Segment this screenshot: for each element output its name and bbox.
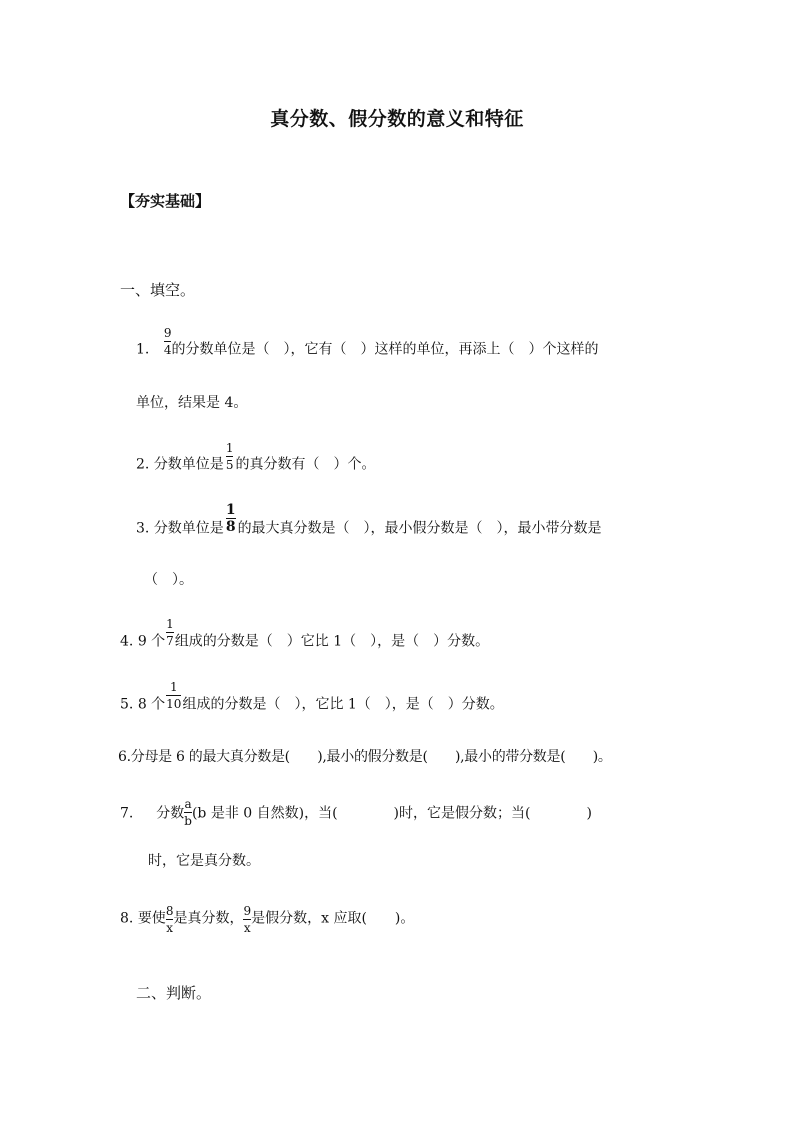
question-7-line-2: 时，它是真分数。 xyxy=(148,853,260,869)
fraction-denominator: 10 xyxy=(166,697,182,711)
page-title: 真分数、假分数的意义和特征 xyxy=(270,108,524,130)
fraction-numerator: 1 xyxy=(225,502,236,518)
question-3-line-1 xyxy=(136,502,602,544)
question-8-number: 8. xyxy=(120,910,134,927)
question-2-text-b: 的真分数有（ ）个。 xyxy=(235,456,376,473)
question-3-number: 3. xyxy=(136,520,150,537)
question-3-text-a: 分数单位是 xyxy=(153,520,224,537)
question-8-fraction-2 xyxy=(243,904,251,935)
fraction-bar xyxy=(243,919,251,920)
question-2 xyxy=(136,441,376,480)
fraction-denominator: 4 xyxy=(163,343,172,357)
question-7-line-1 xyxy=(120,798,592,829)
part2-heading: 二、判断。 xyxy=(136,984,212,1002)
fraction-bar xyxy=(164,341,172,342)
question-8-text-b: 是真分数， xyxy=(173,910,244,927)
question-2-fraction xyxy=(226,441,234,472)
question-5-text-b: 组成的分数是（ ），它比 1（ ），是（ ）分数。 xyxy=(182,696,504,713)
fraction-denominator: b xyxy=(184,814,192,828)
question-4-number: 4. xyxy=(120,633,134,650)
question-5 xyxy=(120,680,504,720)
fraction-bar xyxy=(166,695,181,696)
question-8-fraction-1 xyxy=(166,904,174,935)
fraction-numerator: 1 xyxy=(166,617,174,631)
question-7-text-b: (b 是非 0 自然数)，当( )时，它是假分数；当( ) xyxy=(191,805,592,822)
question-8 xyxy=(120,903,414,934)
question-2-number: 2. xyxy=(136,456,150,473)
question-1-number: 1. xyxy=(136,341,150,358)
question-1-line-1 xyxy=(136,326,599,365)
question-7-fraction xyxy=(184,797,192,828)
fraction-denominator: 5 xyxy=(225,458,234,472)
question-7-text-a: 分数 xyxy=(156,805,185,822)
question-3-text-b: 的最大真分数是（ ），最小假分数是（ ），最小带分数是 xyxy=(237,520,602,537)
question-8-text-a: 要使 xyxy=(137,910,166,927)
section-basic-heading: 【夯实基础】 xyxy=(120,192,211,210)
question-3-fraction xyxy=(226,503,236,534)
fraction-numerator: 1 xyxy=(169,680,178,694)
fraction-bar xyxy=(166,632,174,633)
question-5-number: 5. xyxy=(120,696,134,713)
fraction-numerator: 9 xyxy=(243,904,252,918)
question-5-text-a: 8 个 xyxy=(137,696,166,713)
question-1-fraction xyxy=(164,326,172,357)
question-6: 6.分母是 6 的最大真分数是( ),最小的假分数是( ),最小的带分数是( )。 xyxy=(118,749,612,765)
question-4-text-a: 9 个 xyxy=(137,633,166,650)
fraction-bar xyxy=(226,456,234,457)
fraction-denominator: x xyxy=(243,921,251,935)
fraction-numerator: 1 xyxy=(225,441,234,455)
question-4-fraction xyxy=(166,617,174,648)
fraction-bar xyxy=(166,919,174,920)
fraction-denominator: 7 xyxy=(166,634,174,648)
part1-heading: 一、填空。 xyxy=(120,281,196,299)
fraction-denominator: x xyxy=(166,921,174,935)
question-1-line-2: 单位，结果是 4。 xyxy=(136,395,248,411)
question-7-number: 7. xyxy=(120,805,134,822)
fraction-numerator: a xyxy=(184,797,192,811)
question-4 xyxy=(120,617,490,657)
question-8-text-c: 是假分数，x 应取( )。 xyxy=(251,910,415,927)
fraction-bar xyxy=(184,812,192,813)
question-4-text-b: 组成的分数是（ ）它比 1（ ），是（ ）分数。 xyxy=(174,633,490,650)
fraction-denominator: 8 xyxy=(225,519,236,535)
question-2-text-a: 分数单位是 xyxy=(153,456,224,473)
question-1-text: 的分数单位是（ ），它有（ ）这样的单位，再添上（ ）个这样的 xyxy=(171,341,599,358)
fraction-numerator: 9 xyxy=(163,326,172,340)
question-3-line-2: （ ）。 xyxy=(144,572,193,588)
question-5-fraction xyxy=(166,680,181,711)
fraction-numerator: 8 xyxy=(165,904,174,918)
